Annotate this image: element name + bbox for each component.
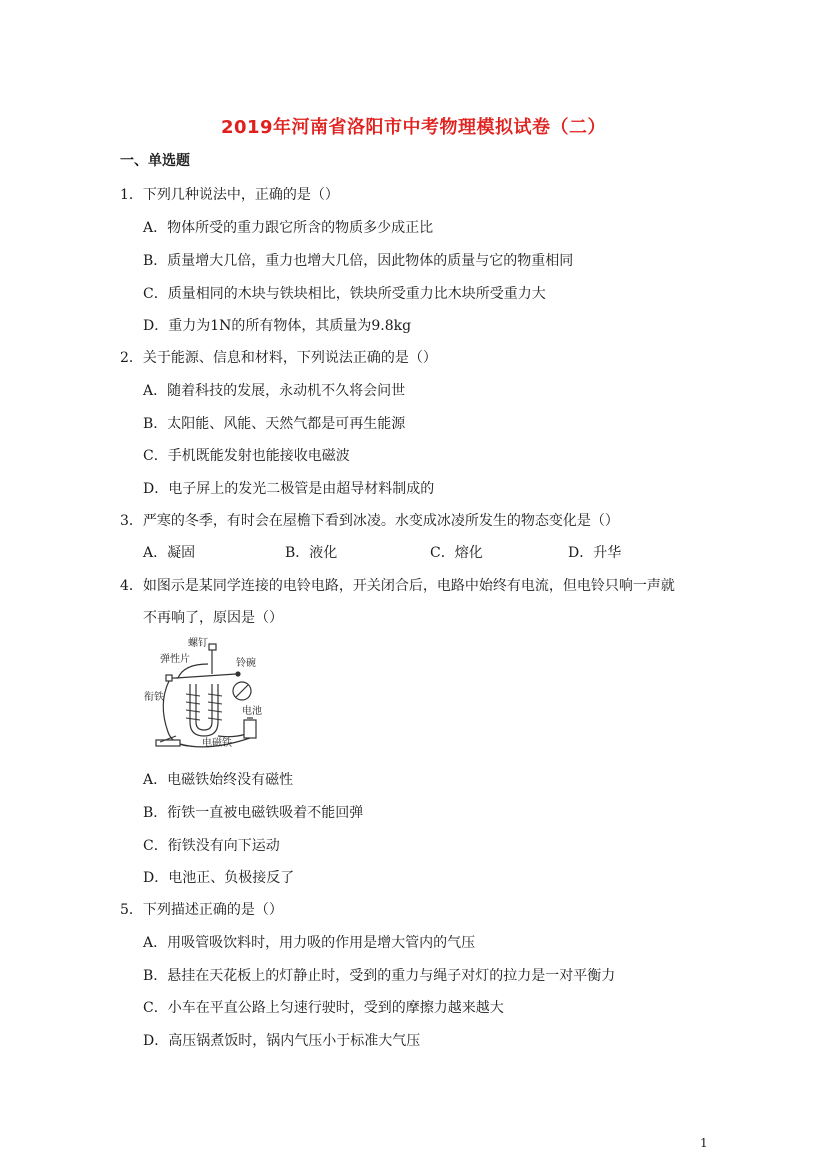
question-4-option-c: C．衔铁没有向下运动	[143, 838, 280, 854]
question-1-option-b: B．质量增大几倍，重力也增大几倍，因此物体的质量与它的物重相同	[143, 253, 574, 269]
figure-label-armature: 衔铁	[144, 692, 164, 703]
question-4-stem-continued: 不再响了，原因是（）	[143, 610, 283, 626]
section-heading: 一、单选题	[120, 153, 190, 169]
question-4-stem: 4．如图示是某同学连接的电铃电路，开关闭合后，电路中始终有电流，但电铃只响一声就	[120, 578, 675, 594]
question-5-option-a: A．用吸管吸饮料时，用力吸的作用是增大管内的气压	[143, 935, 476, 951]
question-2-option-b: B．太阳能、风能、天然气都是可再生能源	[143, 416, 406, 432]
question-4-option-b: B．衔铁一直被电磁铁吸着不能回弹	[143, 805, 364, 821]
question-5-option-c: C．小车在平直公路上匀速行驶时，受到的摩擦力越来越大	[143, 1000, 504, 1016]
question-3-option-d: D．升华	[568, 545, 622, 561]
question-1-option-a: A．物体所受的重力跟它所含的物质多少成正比	[143, 220, 434, 236]
question-1-stem: 1．下列几种说法中，正确的是（）	[120, 187, 339, 203]
question-3-option-a: A．凝固	[143, 545, 196, 561]
figure-label-spring-strip: 弹性片	[160, 654, 190, 665]
question-4-option-a: A．电磁铁始终没有磁性	[143, 772, 294, 788]
question-3-stem: 3．严寒的冬季，有时会在屋檐下看到冰凌。水变成冰凌所发生的物态变化是（）	[120, 513, 619, 529]
figure-label-bell-bowl: 铃碗	[236, 658, 256, 669]
page-title: 2019年河南省洛阳市中考物理模拟试卷（二）	[220, 117, 607, 138]
figure-label-electromagnet: 电磁铁	[202, 738, 232, 749]
question-2-stem: 2．关于能源、信息和材料，下列说法正确的是（）	[120, 350, 437, 366]
question-3-option-b: B．液化	[285, 545, 338, 561]
question-5-option-b: B．悬挂在天花板上的灯静止时，受到的重力与绳子对灯的拉力是一对平衡力	[143, 968, 616, 984]
question-4-option-d: D．电池正、负极接反了	[143, 870, 295, 886]
page-number: 1	[700, 1136, 708, 1150]
electric-bell-circuit-figure	[138, 634, 266, 756]
question-1-option-c: C．质量相同的木块与铁块相比，铁块所受重力比木块所受重力大	[143, 286, 546, 302]
question-2-option-d: D．电子屏上的发光二极管是由超导材料制成的	[143, 481, 435, 497]
question-2-option-c: C．手机既能发射也能接收电磁波	[143, 448, 350, 464]
question-2-option-a: A．随着科技的发展，永动机不久将会问世	[143, 383, 406, 399]
figure-label-screw: 螺钉	[188, 638, 208, 649]
question-1-option-d: D．重力为1N的所有物体，其质量为9.8kg	[143, 318, 412, 334]
question-3-option-c: C．熔化	[430, 545, 483, 561]
question-5-option-d: D．高压锅煮饭时，锅内气压小于标准大气压	[143, 1033, 421, 1049]
figure-label-battery: 电池	[242, 706, 262, 717]
question-5-stem: 5．下列描述正确的是（）	[120, 902, 283, 918]
